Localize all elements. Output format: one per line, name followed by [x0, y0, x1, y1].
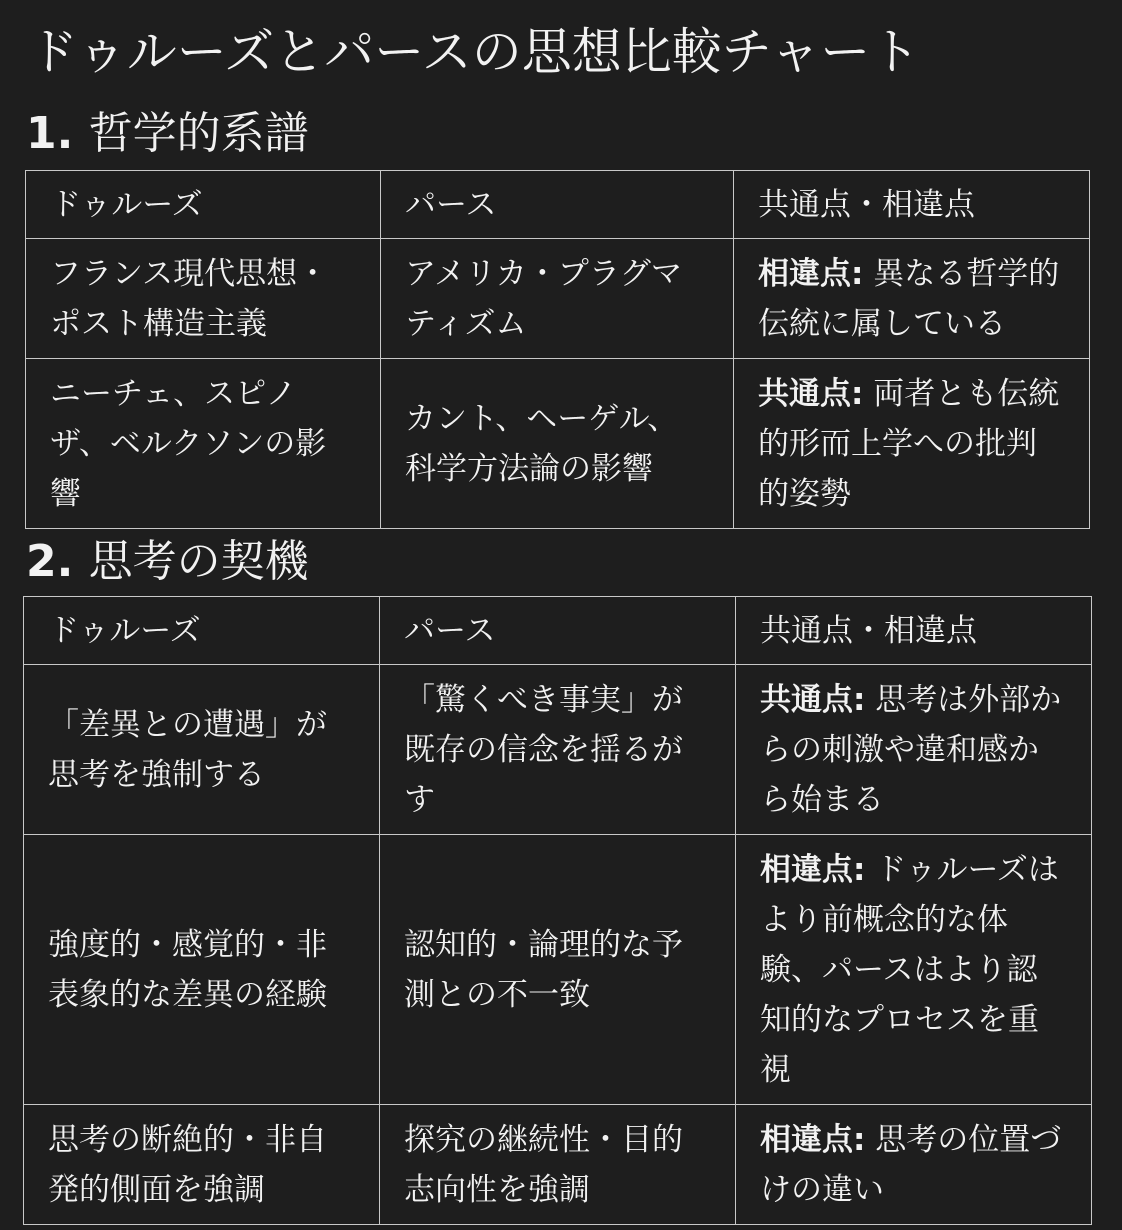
column-header-deleuze: ドゥルーズ — [24, 597, 380, 665]
cell-deleuze: フランス現代思想・ポスト構造主義 — [26, 239, 381, 359]
cell-peirce: 探究の継続性・目的志向性を強調 — [380, 1105, 736, 1225]
cell-deleuze: 「差異との遭遇」が思考を強制する — [24, 665, 380, 835]
comparison-label: 共通点: — [758, 375, 864, 412]
section-title: 思考の契機 — [88, 536, 309, 587]
section-number: 2. — [26, 536, 74, 587]
comparison-label: 相違点: — [760, 1121, 866, 1158]
table-header-row — [24, 597, 1092, 665]
page-title: ドゥルーズとパースの思想比較チャート — [28, 23, 921, 81]
table-row — [24, 1105, 1092, 1225]
section-heading-lineage — [26, 106, 309, 162]
table-row — [24, 835, 1092, 1105]
comparison-label: 相違点: — [760, 851, 866, 888]
cell-deleuze: 思考の断絶的・非自発的側面を強調 — [24, 1105, 380, 1225]
cell-comparison — [734, 239, 1090, 359]
comparison-table-lineage — [25, 170, 1090, 529]
cell-peirce: アメリカ・プラグマティズム — [381, 239, 734, 359]
column-header-deleuze: ドゥルーズ — [26, 171, 381, 239]
section-heading-trigger — [26, 534, 309, 590]
cell-comparison — [736, 665, 1092, 835]
column-header-peirce: パース — [381, 171, 734, 239]
section-title: 哲学的系譜 — [88, 108, 309, 159]
cell-deleuze: 強度的・感覚的・非表象的な差異の経験 — [24, 835, 380, 1105]
cell-deleuze: ニーチェ、スピノザ、ベルクソンの影響 — [26, 359, 381, 529]
table-header-row — [26, 171, 1090, 239]
column-header-comparison: 共通点・相違点 — [736, 597, 1092, 665]
comparison-text: ドゥルーズはより前概念的な体験、パースはより認知的なプロセスを重視 — [760, 851, 1059, 1088]
cell-peirce: 認知的・論理的な予測との不一致 — [380, 835, 736, 1105]
table-row — [24, 665, 1092, 835]
comparison-text: 異なる哲学的伝統に属している — [758, 255, 1060, 342]
comparison-text: 両者とも伝統的形而上学への批判的姿勢 — [758, 375, 1060, 512]
cell-comparison — [734, 359, 1090, 529]
cell-comparison — [736, 1105, 1092, 1225]
column-header-comparison: 共通点・相違点 — [734, 171, 1090, 239]
comparison-label: 相違点: — [758, 255, 864, 292]
column-header-peirce: パース — [380, 597, 736, 665]
cell-peirce: カント、ヘーゲル、科学方法論の影響 — [381, 359, 734, 529]
table-row — [26, 239, 1090, 359]
comparison-text: 思考の位置づけの違い — [760, 1121, 1062, 1208]
comparison-label: 共通点: — [760, 681, 866, 718]
comparison-table-trigger — [23, 596, 1092, 1225]
cell-peirce: 「驚くべき事実」が既存の信念を揺るがす — [380, 665, 736, 835]
section-number: 1. — [26, 108, 74, 159]
comparison-text: 思考は外部からの刺激や違和感から始まる — [760, 681, 1062, 818]
table-row — [26, 359, 1090, 529]
cell-comparison — [736, 835, 1092, 1105]
